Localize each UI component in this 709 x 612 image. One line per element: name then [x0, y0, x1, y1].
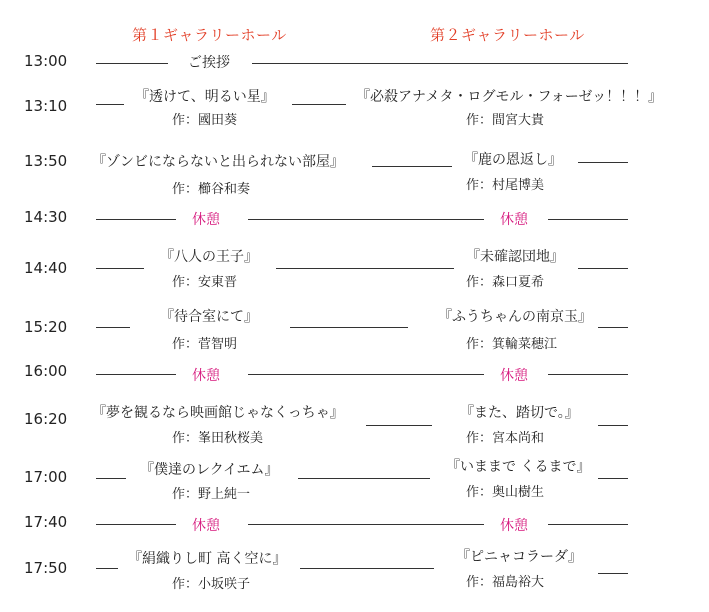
g2-author: 作：箕輪菜穂江: [466, 337, 558, 352]
line: [252, 63, 628, 64]
time-break: 16:00: [24, 362, 68, 380]
g2-author: 作：宮本尚和: [466, 431, 545, 446]
g1-author: 作：國田葵: [172, 113, 238, 128]
g1-author: 作：櫛谷和奏: [172, 182, 251, 197]
line: [248, 524, 484, 525]
g1-title: 『夢を観るなら映画館じゃなくっちゃ』: [92, 405, 344, 421]
line: [96, 327, 130, 328]
time-slot: 13:10: [24, 97, 68, 115]
line: [96, 63, 168, 64]
break-label-g2: 休憩: [500, 518, 528, 534]
time-slot: 13:50: [24, 152, 68, 170]
line: [598, 425, 628, 426]
time-break: 14:30: [24, 208, 68, 226]
line: [548, 524, 628, 525]
g2-title: 『また、踏切で。』: [460, 405, 579, 421]
gallery1-header: 第１ギャラリーホール: [132, 26, 287, 44]
line: [96, 104, 124, 105]
line: [96, 524, 176, 525]
time-slot: 17:00: [24, 468, 68, 486]
line: [292, 104, 346, 105]
g1-author: 作：菅智明: [172, 337, 238, 352]
opening-label: ご挨拶: [188, 55, 230, 71]
line: [578, 162, 628, 163]
g2-author: 作：間宮大貴: [466, 113, 545, 128]
g2-title: 『未確認団地』: [466, 249, 564, 265]
line: [248, 219, 484, 220]
line: [548, 374, 628, 375]
break-label-g1: 休憩: [192, 368, 220, 384]
g2-author: 作：奥山樹生: [466, 485, 545, 500]
line: [298, 478, 430, 479]
line: [248, 374, 484, 375]
line: [598, 478, 628, 479]
g2-title: 『必殺アナメタ・ログモル・フォーゼッ！！！』: [356, 89, 663, 105]
line: [96, 478, 126, 479]
time-slot: 17:50: [24, 559, 68, 577]
g1-author: 作：峯田秋桜美: [172, 431, 264, 446]
g1-title: 『ゾンビにならないと出られない部屋』: [92, 154, 344, 170]
line: [96, 568, 118, 569]
time-slot: 15:20: [24, 318, 68, 336]
line: [276, 268, 454, 269]
g1-title: 『待合室にて』: [160, 309, 258, 325]
g2-title: 『いままで くるまで』: [446, 459, 591, 475]
g2-title: 『ふうちゃんの南京玉』: [438, 309, 592, 325]
break-label-g1: 休憩: [192, 518, 220, 534]
g1-author: 作：安東晋: [172, 275, 238, 290]
g1-author: 作：小坂咲子: [172, 577, 251, 592]
g1-title: 『八人の王子』: [160, 249, 258, 265]
g1-title: 『絹織りし町 高く空に』: [128, 551, 287, 567]
break-label-g1: 休憩: [192, 212, 220, 228]
line: [598, 573, 628, 574]
line: [96, 374, 176, 375]
line: [548, 219, 628, 220]
line: [290, 327, 408, 328]
g2-author: 作：村尾博美: [466, 178, 545, 193]
g2-author: 作：福島裕大: [466, 575, 545, 590]
time-opening: 13:00: [24, 52, 68, 70]
time-slot: 14:40: [24, 259, 68, 277]
break-label-g2: 休憩: [500, 212, 528, 228]
line: [96, 219, 176, 220]
break-label-g2: 休憩: [500, 368, 528, 384]
line: [96, 268, 144, 269]
time-slot: 16:20: [24, 410, 68, 428]
g2-title: 『ピニャコラーダ』: [456, 549, 582, 565]
time-break: 17:40: [24, 513, 68, 531]
line: [372, 166, 452, 167]
g1-title: 『僕達のレクイエム』: [140, 462, 279, 478]
line: [300, 568, 434, 569]
line: [578, 268, 628, 269]
gallery2-header: 第２ギャラリーホール: [430, 26, 585, 44]
g1-author: 作：野上純一: [172, 487, 251, 502]
line: [366, 425, 432, 426]
g2-author: 作：森口夏希: [466, 275, 545, 290]
line: [598, 327, 628, 328]
g1-title: 『透けて、明るい星』: [135, 89, 275, 105]
g2-title: 『鹿の恩返し』: [464, 152, 562, 168]
